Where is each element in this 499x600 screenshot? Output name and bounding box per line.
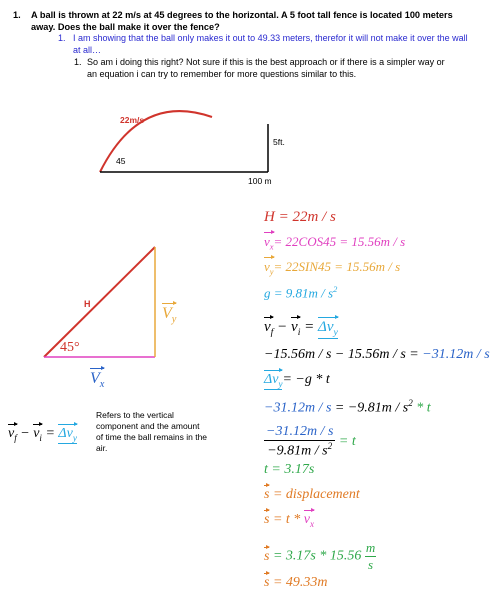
vx-label — [90, 370, 104, 390]
note1-number: 1. — [58, 33, 66, 43]
eq-step2: $\Delta v_y= -g * t$ — [264, 372, 330, 389]
angle-label: 45 — [116, 156, 126, 166]
vy-label — [162, 305, 176, 325]
question-text: A ball is thrown at 22 m/s at 45 degrees to the horizontal. A 5 foot tall fence is located 100 meters away. Does the ball make it over the fence? — [31, 10, 453, 32]
question-number: 1. — [13, 10, 21, 20]
eq-t: t = 3.17s — [264, 462, 315, 477]
distance-label: 100 m — [248, 176, 272, 186]
eq-s-def: s = displacement — [264, 487, 360, 502]
eq-g: $g = 9.81m / s^2$ — [264, 284, 338, 301]
vx-vector: $V_x$ — [90, 370, 105, 391]
fence-label: 5ft. — [273, 137, 285, 147]
side-note: Refers to the vertical component and the amount of time the ball remains in the air. — [96, 410, 208, 453]
vy-vector: $V_y$ — [162, 305, 177, 326]
eq-vx: $v_x= 22COS45 = 15.56m / s$ — [264, 234, 406, 252]
eq-step3: $-31.12m / s = -9.81m / s^2 * t$ — [264, 398, 431, 416]
eq-vy: $v_y= 22SIN45 = 15.56m / s$ — [264, 259, 401, 277]
eq-s-calc: s = 3.17s * 15.56 $\frac{m}{s}$ — [264, 540, 376, 572]
triangle-angle-label: 45° — [60, 340, 80, 355]
eq-fraction: $\frac{-31.12m / s}{-9.81m / s^2}$ = t — [266, 424, 356, 459]
eq-step1: −15.56m / s − 15.56m / s = −31.12m / s — [264, 347, 490, 362]
speed-label: 22m/s — [120, 115, 145, 125]
note2-text: So am i doing this right? Not sure if this is the best approach or if there is a simpler way or an equation i can try to remember for more questions similar to this. — [87, 57, 445, 79]
eq-s-result: s = 49.33m — [264, 575, 328, 590]
h-label: H — [84, 299, 91, 309]
eq-s-eq: $s = t * v_x$ — [264, 512, 315, 529]
note1-text: I am showing that the ball only makes it out to 49.33 meters, therefor it will not make it over the wall at all… — [73, 33, 468, 55]
side-equation: $v_f - v_i = \Delta v_y$ — [8, 426, 77, 443]
eq-h: H = 22m / s — [264, 209, 336, 225]
eq-delta-v: $v_f - v_i = \Delta v_y$ — [264, 319, 338, 338]
note2-number: 1. — [74, 57, 82, 67]
